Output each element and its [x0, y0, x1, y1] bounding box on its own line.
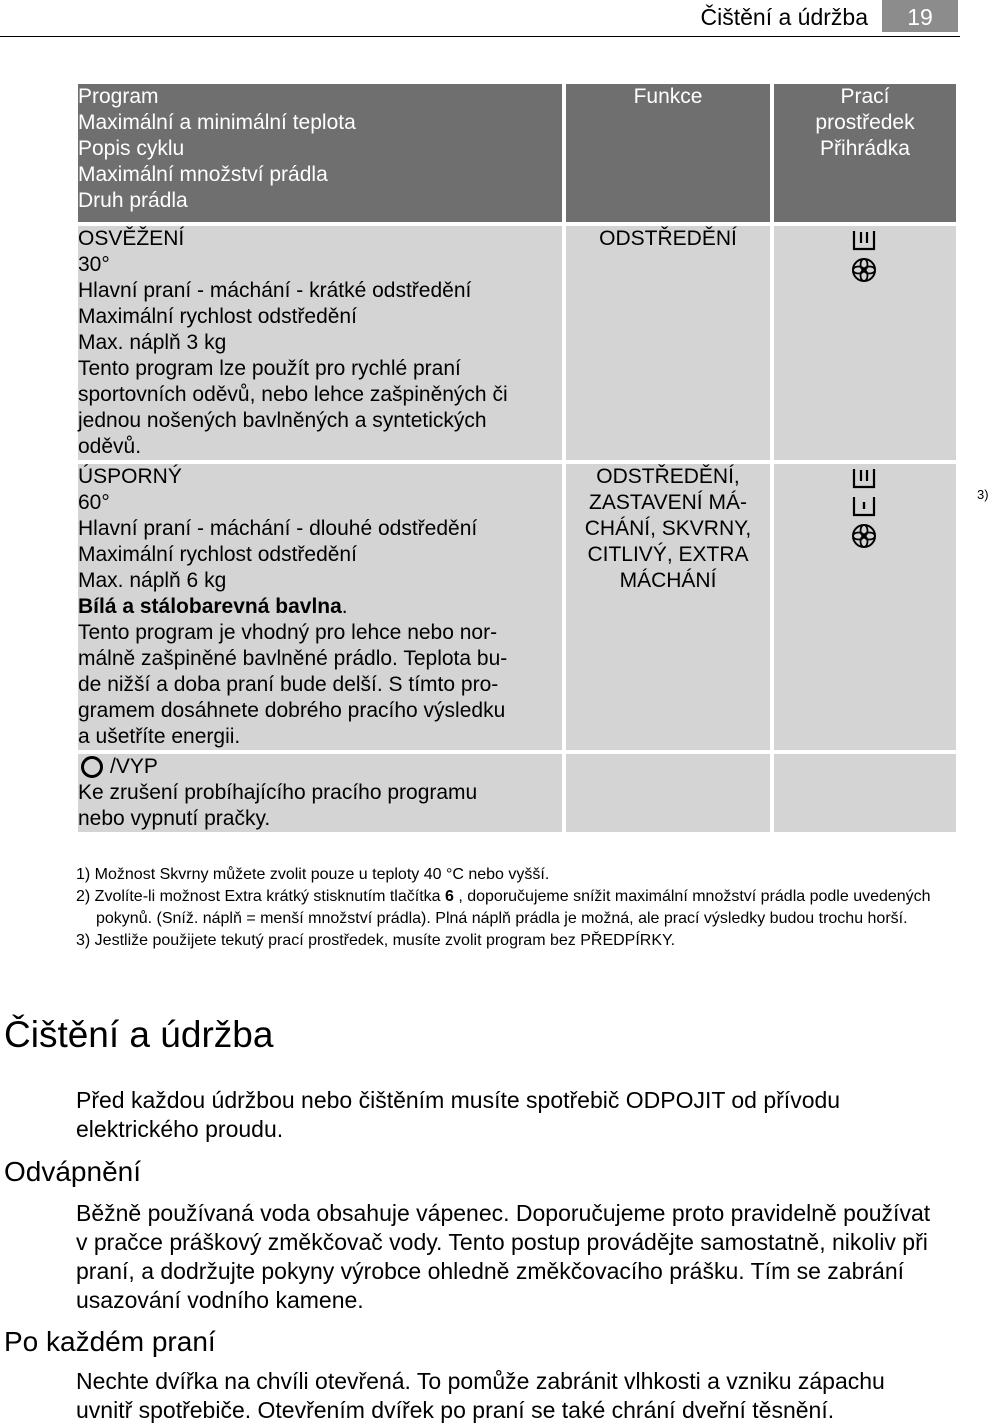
safety-warning: Před každou údržbou nebo čištěním musíte spotřebič ODPOJIT od přívodu elektrického proudu. — [76, 1087, 841, 1142]
table-row — [78, 464, 956, 750]
table-row — [78, 754, 956, 832]
footnote-2: 2) Zvolíte-li možnost Extra krátký stisknutím tlačítka 6 , doporučujeme snížit maximální množství prádla podle uvedených pokynů. (Sníž. náplň = menší množství prádla). Plná náplň prádla je možná, ale prací výsledky budou trochu horší. — [76, 888, 931, 927]
functions-cell — [566, 754, 770, 832]
fabric-type: Bílá a stálobarevná bavlna — [78, 595, 342, 618]
page-number: 19 — [882, 0, 958, 32]
main-wash-detergent-icon — [851, 228, 877, 252]
section-title: Čištění a údržba — [4, 1014, 274, 1055]
program-table — [74, 80, 989, 836]
after-wash-heading: Po každém praní — [4, 1326, 216, 1357]
page-header — [0, 0, 960, 38]
descaling-heading: Odvápnění — [4, 1156, 141, 1187]
after-wash-text: Nechte dvířka na chvíli otevřená. To pomůže zabránit vlhkosti a vzniku zápachu uvnitř spotřebiče. Otevřením dvířek po praní se také chrání dveřní těsnění. — [76, 1368, 885, 1423]
header-title: Čištění a údržba — [700, 4, 868, 30]
program-cell: OSVĚŽENÍ 30° Hlavní praní - máchání - krátké odstředění Maximální rychlost odstředění Max. náplň 3 kg Tento program lze použít pro rychlé praní sportovních oděvů, nebo lehce zašpiněných či jednou nošených bavlněných a syntetických oděvů. — [78, 226, 562, 460]
functions-cell: ODSTŘEDĚNÍ — [566, 226, 770, 460]
prewash-detergent-icon — [851, 494, 877, 518]
main-wash-detergent-icon — [851, 466, 877, 490]
program-name: ÚSPORNÝ — [78, 465, 182, 488]
detergent-cell — [774, 226, 956, 460]
fabric-softener-icon — [851, 523, 877, 549]
detergent-cell — [774, 464, 989, 750]
program-name: /VYP — [110, 755, 158, 778]
descaling-text: Běžně používaná voda obsahuje vápenec. Doporučujeme proto pravidelně používat v pračce práškový změkčovač vody. Tento postup provádějte samostatně, nikoliv při praní, a dodržujte pokyny výrobce ohledně změkčovacího prášku. Tím se zabrání usazování vodního kamene. — [76, 1200, 931, 1313]
footnotes — [76, 864, 956, 952]
footnote-1: 1) Možnost Skvrny můžete zvolit pouze u teploty 40 °C nebo vyšší. — [76, 866, 550, 883]
header-rule — [0, 36, 960, 37]
header-detergent: Prací prostředek Přihrádka — [774, 84, 956, 222]
detergent-cell — [774, 754, 956, 832]
fabric-softener-icon — [851, 257, 877, 283]
program-cell: ÚSPORNÝ 60° Hlavní praní - máchání - dlouhé odstředění Maximální rychlost odstředění Max. náplň 6 kg Bílá a stálobarevná bavlna. Tento program je vhodný pro lehce nebo nor- málně zašpiněné bavlněné prádlo. Teplota bu- de nižší a doba praní bude delší. S tímto pro- gramem dosáhnete dobrého pracího výsledku a ušetříte energii. — [78, 464, 562, 750]
header-functions: Funkce — [566, 84, 770, 222]
footnote-ref: 3) — [977, 487, 989, 502]
program-name: OSVĚŽENÍ — [78, 227, 185, 250]
functions-cell: ODSTŘEDĚNÍ, ZASTAVENÍ MÁ- CHÁNÍ, SKVRNY, CITLIVÝ, EXTRA MÁCHÁNÍ — [566, 464, 770, 750]
footnote-3: 3) Jestliže použijete tekutý prací prostředek, musíte zvolit program bez PŘEDPÍRKY. — [76, 932, 676, 949]
program-cell: /VYP Ke zrušení probíhajícího pracího programu nebo vypnutí pračky. — [78, 754, 562, 832]
header-program: Program Maximální a minimální teplota Popis cyklu Maximální množství prádla Druh prádla — [78, 84, 562, 222]
table-row — [78, 226, 956, 460]
off-circle-icon — [78, 754, 106, 780]
